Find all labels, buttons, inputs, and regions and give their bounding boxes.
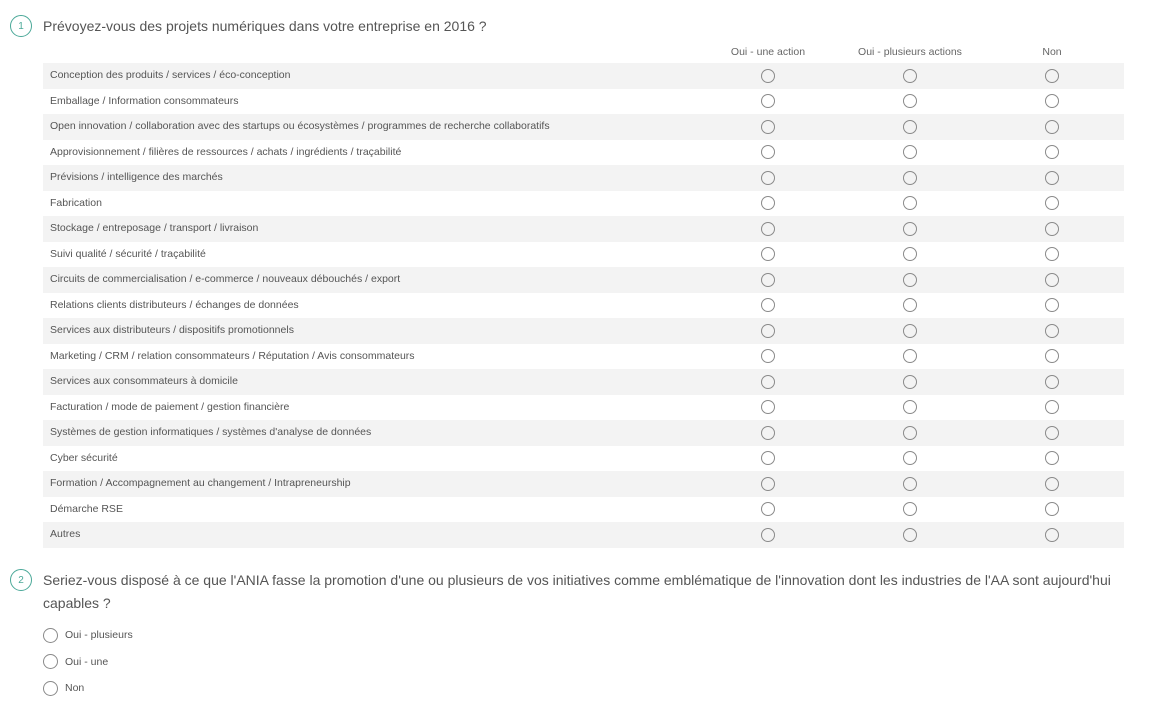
matrix-row-label: Circuits de commercialisation / e-commerce / nouveaux débouchés / export bbox=[50, 273, 401, 285]
radio-oui-une-action[interactable] bbox=[761, 502, 775, 516]
option-oui-une[interactable] bbox=[43, 649, 133, 676]
matrix-row bbox=[43, 344, 1124, 370]
matrix-row-label: Open innovation / collaboration avec des startups ou écosystèmes / programmes de recherche collaboratifs bbox=[50, 120, 550, 132]
radio-oui-plusieurs-actions[interactable] bbox=[903, 171, 917, 185]
matrix-row-label: Approvisionnement / filières de ressources / achats / ingrédients / traçabilité bbox=[50, 145, 402, 158]
matrix-row bbox=[43, 165, 1124, 191]
column-header-non: Non bbox=[1042, 46, 1062, 58]
radio-oui-une-action[interactable] bbox=[761, 145, 775, 159]
matrix-row bbox=[43, 497, 1124, 523]
radio-non[interactable] bbox=[1045, 94, 1059, 108]
radio-oui-une-action[interactable] bbox=[761, 426, 775, 440]
radio-oui-une-action[interactable] bbox=[761, 222, 775, 236]
radio-non[interactable] bbox=[1045, 145, 1059, 159]
column-header-oui-plusieurs-actions: Oui - plusieurs actions bbox=[858, 46, 962, 58]
question-number-badge: 1 bbox=[10, 15, 32, 37]
matrix-row-label: Systèmes de gestion informatiques / systèmes d'analyse de données bbox=[50, 426, 372, 438]
radio-non[interactable] bbox=[1045, 247, 1059, 261]
radio-oui-plusieurs-actions[interactable] bbox=[903, 94, 917, 108]
radio-oui-plusieurs-actions[interactable] bbox=[903, 145, 917, 159]
question-1-header bbox=[10, 15, 487, 37]
matrix-row-label: Relations clients distributeurs / échanges de données bbox=[50, 298, 299, 311]
radio-oui-plusieurs-actions[interactable] bbox=[903, 324, 917, 338]
matrix-row bbox=[43, 293, 1124, 319]
matrix-row bbox=[43, 63, 1124, 89]
radio-oui-une-action[interactable] bbox=[761, 298, 775, 312]
radio-oui-plusieurs-actions[interactable] bbox=[903, 426, 917, 440]
matrix-row bbox=[43, 369, 1124, 395]
matrix-row-label: Démarche RSE bbox=[50, 502, 123, 515]
radio-non[interactable] bbox=[1045, 324, 1059, 338]
radio-oui-une-action[interactable] bbox=[761, 247, 775, 261]
radio-non[interactable] bbox=[1045, 171, 1059, 185]
radio-oui-plusieurs-actions[interactable] bbox=[903, 69, 917, 83]
radio-oui-plusieurs-actions[interactable] bbox=[903, 502, 917, 516]
radio-oui-une-action[interactable] bbox=[761, 451, 775, 465]
option-label: Oui - une bbox=[65, 655, 109, 668]
matrix-row-label: Prévisions / intelligence des marchés bbox=[50, 171, 223, 183]
matrix-row bbox=[43, 522, 1124, 548]
radio-non[interactable] bbox=[1045, 426, 1059, 440]
matrix-row bbox=[43, 471, 1124, 497]
radio-oui-une-action[interactable] bbox=[761, 324, 775, 338]
radio-oui-plusieurs-actions[interactable] bbox=[903, 477, 917, 491]
matrix-row bbox=[43, 318, 1124, 344]
radio-oui-plusieurs-actions[interactable] bbox=[903, 400, 917, 414]
radio-non[interactable] bbox=[1045, 69, 1059, 83]
radio-non[interactable] bbox=[1045, 298, 1059, 312]
radio-oui-plusieurs-actions[interactable] bbox=[903, 273, 917, 287]
radio-oui-une-action[interactable] bbox=[761, 375, 775, 389]
question-2-options bbox=[43, 622, 133, 702]
radio-oui-une-action[interactable] bbox=[761, 171, 775, 185]
radio-non[interactable] bbox=[1045, 502, 1059, 516]
matrix-column-headers bbox=[43, 44, 1124, 63]
matrix-row-label: Conception des produits / services / éco-conception bbox=[50, 69, 291, 81]
matrix-row-label: Facturation / mode de paiement / gestion financière bbox=[50, 400, 290, 413]
radio-non[interactable] bbox=[1045, 196, 1059, 210]
radio-oui-plusieurs-actions[interactable] bbox=[903, 247, 917, 261]
radio-oui-une-action[interactable] bbox=[761, 196, 775, 210]
option-label: Non bbox=[65, 682, 85, 695]
radio-oui-plusieurs-actions[interactable] bbox=[903, 120, 917, 134]
radio-oui-une-action[interactable] bbox=[761, 349, 775, 363]
radio-non[interactable] bbox=[1045, 222, 1059, 236]
radio-oui-plusieurs-actions[interactable] bbox=[903, 222, 917, 236]
radio-oui-plusieurs-actions[interactable] bbox=[903, 298, 917, 312]
option-oui-plusieurs[interactable] bbox=[43, 622, 133, 649]
matrix-row bbox=[43, 446, 1124, 472]
radio-oui-plusieurs-actions[interactable] bbox=[903, 528, 917, 542]
radio-oui-plusieurs-actions[interactable] bbox=[903, 375, 917, 389]
matrix-row-label: Suivi qualité / sécurité / traçabilité bbox=[50, 247, 206, 260]
matrix-row bbox=[43, 420, 1124, 446]
radio-oui-une-action[interactable] bbox=[761, 477, 775, 491]
matrix-row-label: Emballage / Information consommateurs bbox=[50, 94, 239, 107]
matrix-row-label: Services aux consommateurs à domicile bbox=[50, 375, 238, 387]
matrix-row bbox=[43, 267, 1124, 293]
radio-oui-plusieurs-actions[interactable] bbox=[903, 451, 917, 465]
matrix-row-label: Marketing / CRM / relation consommateurs / Réputation / Avis consommateurs bbox=[50, 349, 415, 362]
question-1-matrix bbox=[43, 44, 1124, 548]
radio-oui-une-action[interactable] bbox=[761, 94, 775, 108]
matrix-row bbox=[43, 114, 1124, 140]
radio-non[interactable] bbox=[1045, 349, 1059, 363]
column-header-oui-une-action: Oui - une action bbox=[730, 46, 806, 58]
radio-oui-plusieurs-actions[interactable] bbox=[903, 196, 917, 210]
question-title: Prévoyez-vous des projets numériques dans votre entreprise en 2016 ? bbox=[43, 18, 487, 34]
matrix-row bbox=[43, 395, 1124, 421]
matrix-row-label: Formation / Accompagnement au changement / Intrapreneurship bbox=[50, 477, 351, 489]
radio-oui-une-action[interactable] bbox=[761, 273, 775, 287]
matrix-row bbox=[43, 140, 1124, 166]
question-2-header bbox=[10, 569, 1125, 615]
matrix-row-label: Services aux distributeurs / dispositifs promotionnels bbox=[50, 324, 294, 336]
option-label: Oui - plusieurs bbox=[65, 629, 133, 642]
radio-non[interactable] bbox=[1045, 528, 1059, 542]
matrix-row bbox=[43, 242, 1124, 268]
question-title: Seriez-vous disposé à ce que l'ANIA fasse la promotion d'une ou plusieurs de vos initiatives comme emblématique de l'innovation dont les industries de l'AA sont aujourd'hui capables ? bbox=[43, 572, 1111, 611]
radio-non[interactable] bbox=[1045, 400, 1059, 414]
radio-oui-une-action[interactable] bbox=[761, 69, 775, 83]
radio-oui-une-action[interactable] bbox=[761, 120, 775, 134]
matrix-row bbox=[43, 216, 1124, 242]
radio-oui-une-action[interactable] bbox=[761, 528, 775, 542]
radio-button[interactable] bbox=[43, 681, 58, 696]
radio-button[interactable] bbox=[43, 654, 58, 669]
option-non[interactable] bbox=[43, 675, 133, 702]
radio-non[interactable] bbox=[1045, 273, 1059, 287]
radio-non[interactable] bbox=[1045, 477, 1059, 491]
radio-oui-une-action[interactable] bbox=[761, 400, 775, 414]
matrix-row-label: Fabrication bbox=[50, 196, 102, 209]
matrix-row bbox=[43, 89, 1124, 115]
radio-non[interactable] bbox=[1045, 451, 1059, 465]
radio-non[interactable] bbox=[1045, 375, 1059, 389]
question-number-badge: 2 bbox=[10, 569, 32, 591]
radio-oui-plusieurs-actions[interactable] bbox=[903, 349, 917, 363]
matrix-row-label: Stockage / entreposage / transport / livraison bbox=[50, 222, 259, 234]
matrix-row-label: Cyber sécurité bbox=[50, 451, 118, 464]
matrix-row bbox=[43, 191, 1124, 217]
matrix-rows bbox=[43, 63, 1124, 548]
radio-button[interactable] bbox=[43, 628, 58, 643]
radio-non[interactable] bbox=[1045, 120, 1059, 134]
matrix-row-label: Autres bbox=[50, 528, 81, 540]
